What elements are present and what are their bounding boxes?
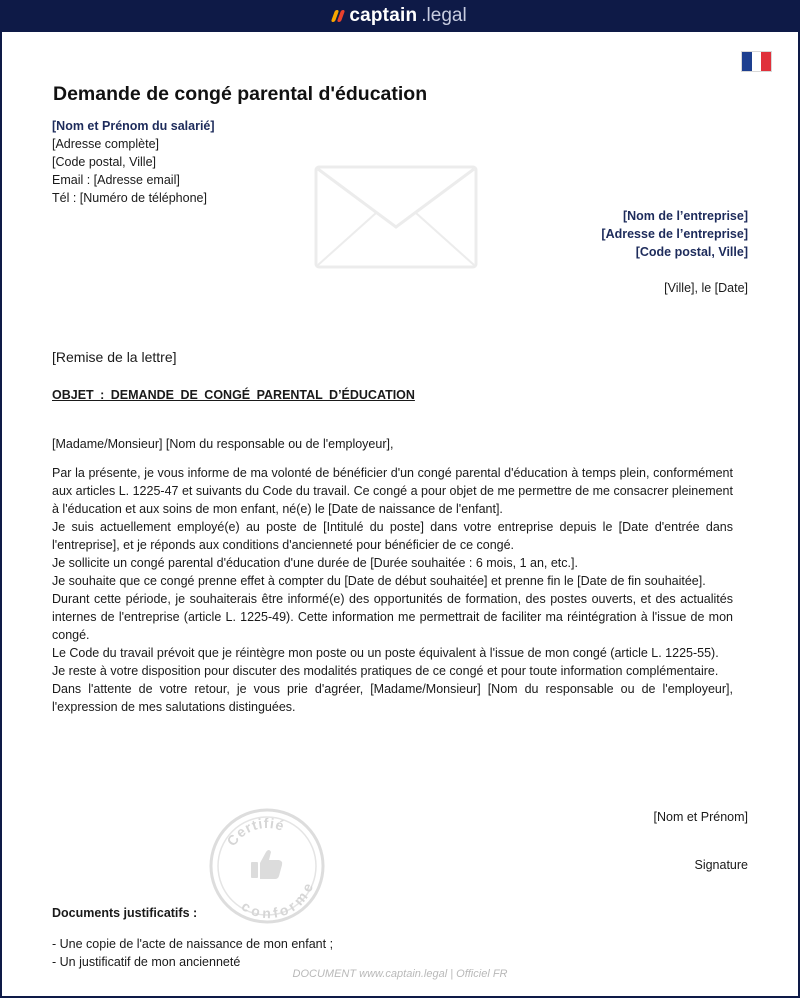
signatory-name: [Nom et Prénom] — [653, 810, 748, 824]
stamp-top-text: Certifié — [223, 814, 287, 849]
sender-phone: Tél : [Numéro de téléphone] — [52, 191, 207, 205]
brand-name: captain — [349, 5, 418, 26]
stamp-bottom-text: conforme — [238, 879, 317, 922]
recipient-company: [Nom de l’entreprise] — [622, 209, 748, 223]
recipient-city: [Code postal, Ville] — [635, 245, 748, 259]
signature-label: Signature — [694, 858, 748, 872]
body-paragraph: Je sollicite un congé parental d'éducation d'une durée de [Durée souhaitée : 6 mois, 1 an, etc.]. — [52, 556, 578, 570]
envelope-watermark-icon — [314, 165, 478, 269]
sender-address: [Adresse complète] — [52, 137, 159, 151]
delivery-method: [Remise de la lettre] — [52, 349, 177, 365]
documents-list — [52, 935, 333, 971]
letter-body — [52, 464, 733, 716]
sender-city: [Code postal, Ville] — [52, 155, 156, 169]
document-item: - Un justificatif de mon ancienneté — [52, 955, 241, 969]
body-paragraph: Je suis actuellement employé(e) au poste de [Intitulé du poste] dans votre entreprise depuis le [Date d'entrée dans l'entreprise], et je réponds aux conditions d'ancienneté pour bénéficier de ce congé. — [52, 520, 733, 552]
footer-text: DOCUMENT www.captain.legal | Officiel FR — [292, 968, 508, 980]
recipient-block — [601, 207, 748, 261]
document-title: Demande de congé parental d'éducation — [53, 83, 428, 105]
body-paragraph: Le Code du travail prévoit que je réintègre mon poste ou un poste équivalent à l'issue de mon congé (article L. 1225-55). — [52, 646, 719, 660]
brand-logo[interactable] — [333, 5, 466, 27]
documents-title: Documents justificatifs : — [52, 906, 198, 920]
body-paragraph: Je reste à votre disposition pour discuter des modalités pratiques de ce congé et pour toute information complémentaire. — [52, 664, 719, 678]
letter-date: [Ville], le [Date] — [664, 281, 748, 295]
sender-block — [52, 117, 215, 207]
france-flag-icon[interactable] — [741, 51, 772, 72]
top-bar — [0, 0, 800, 32]
recipient-address: [Adresse de l’entreprise] — [601, 227, 748, 241]
body-paragraph: Durant cette période, je souhaiterais être informé(e) des opportunités de formation, des postes ouverts, et des actualités internes de l'entreprise (article L. 1225-49). Cette information me permettrait de faciliter ma réintégration à l'issue de mon congé. — [52, 592, 733, 642]
sender-name: [Nom et Prénom du salarié] — [52, 119, 215, 133]
sender-email: Email : [Adresse email] — [52, 173, 180, 187]
body-paragraph: Je souhaite que ce congé prenne effet à compter du [Date de début souhaitée] et prenne fin le [Date de fin souhaitée]. — [52, 574, 706, 588]
salutation: [Madame/Monsieur] [Nom du responsable ou de l'employeur], — [52, 437, 394, 451]
brand-tld: .legal — [421, 5, 467, 26]
letter-subject: OBJET : DEMANDE DE CONGÉ PARENTAL D’ÉDUCATION — [52, 388, 415, 402]
document-item: - Une copie de l'acte de naissance de mon enfant ; — [52, 937, 334, 951]
svg-text:Certifié — [220, 807, 291, 852]
thumbs-up-icon — [251, 850, 282, 879]
body-paragraph: Dans l'attente de votre retour, je vous prie d'agréer, [Madame/Monsieur] [Nom du responsable ou de l'employeur], l'expression de mes salutations distinguées. — [52, 682, 733, 714]
body-paragraph: Par la présente, je vous informe de ma volonté de bénéficier d'un congé parental d'éducation à temps plein, conformément aux articles L. 1225-47 et suivants du Code du travail. Ce congé a pour objet de me permettre de me consacrer pleinement à l'éducation et aux soins de mon enfant, né(e) le [Date de naissance de l'enfant]. — [52, 466, 733, 516]
captain-logo-icon — [331, 10, 345, 22]
certified-stamp-icon — [207, 806, 327, 926]
